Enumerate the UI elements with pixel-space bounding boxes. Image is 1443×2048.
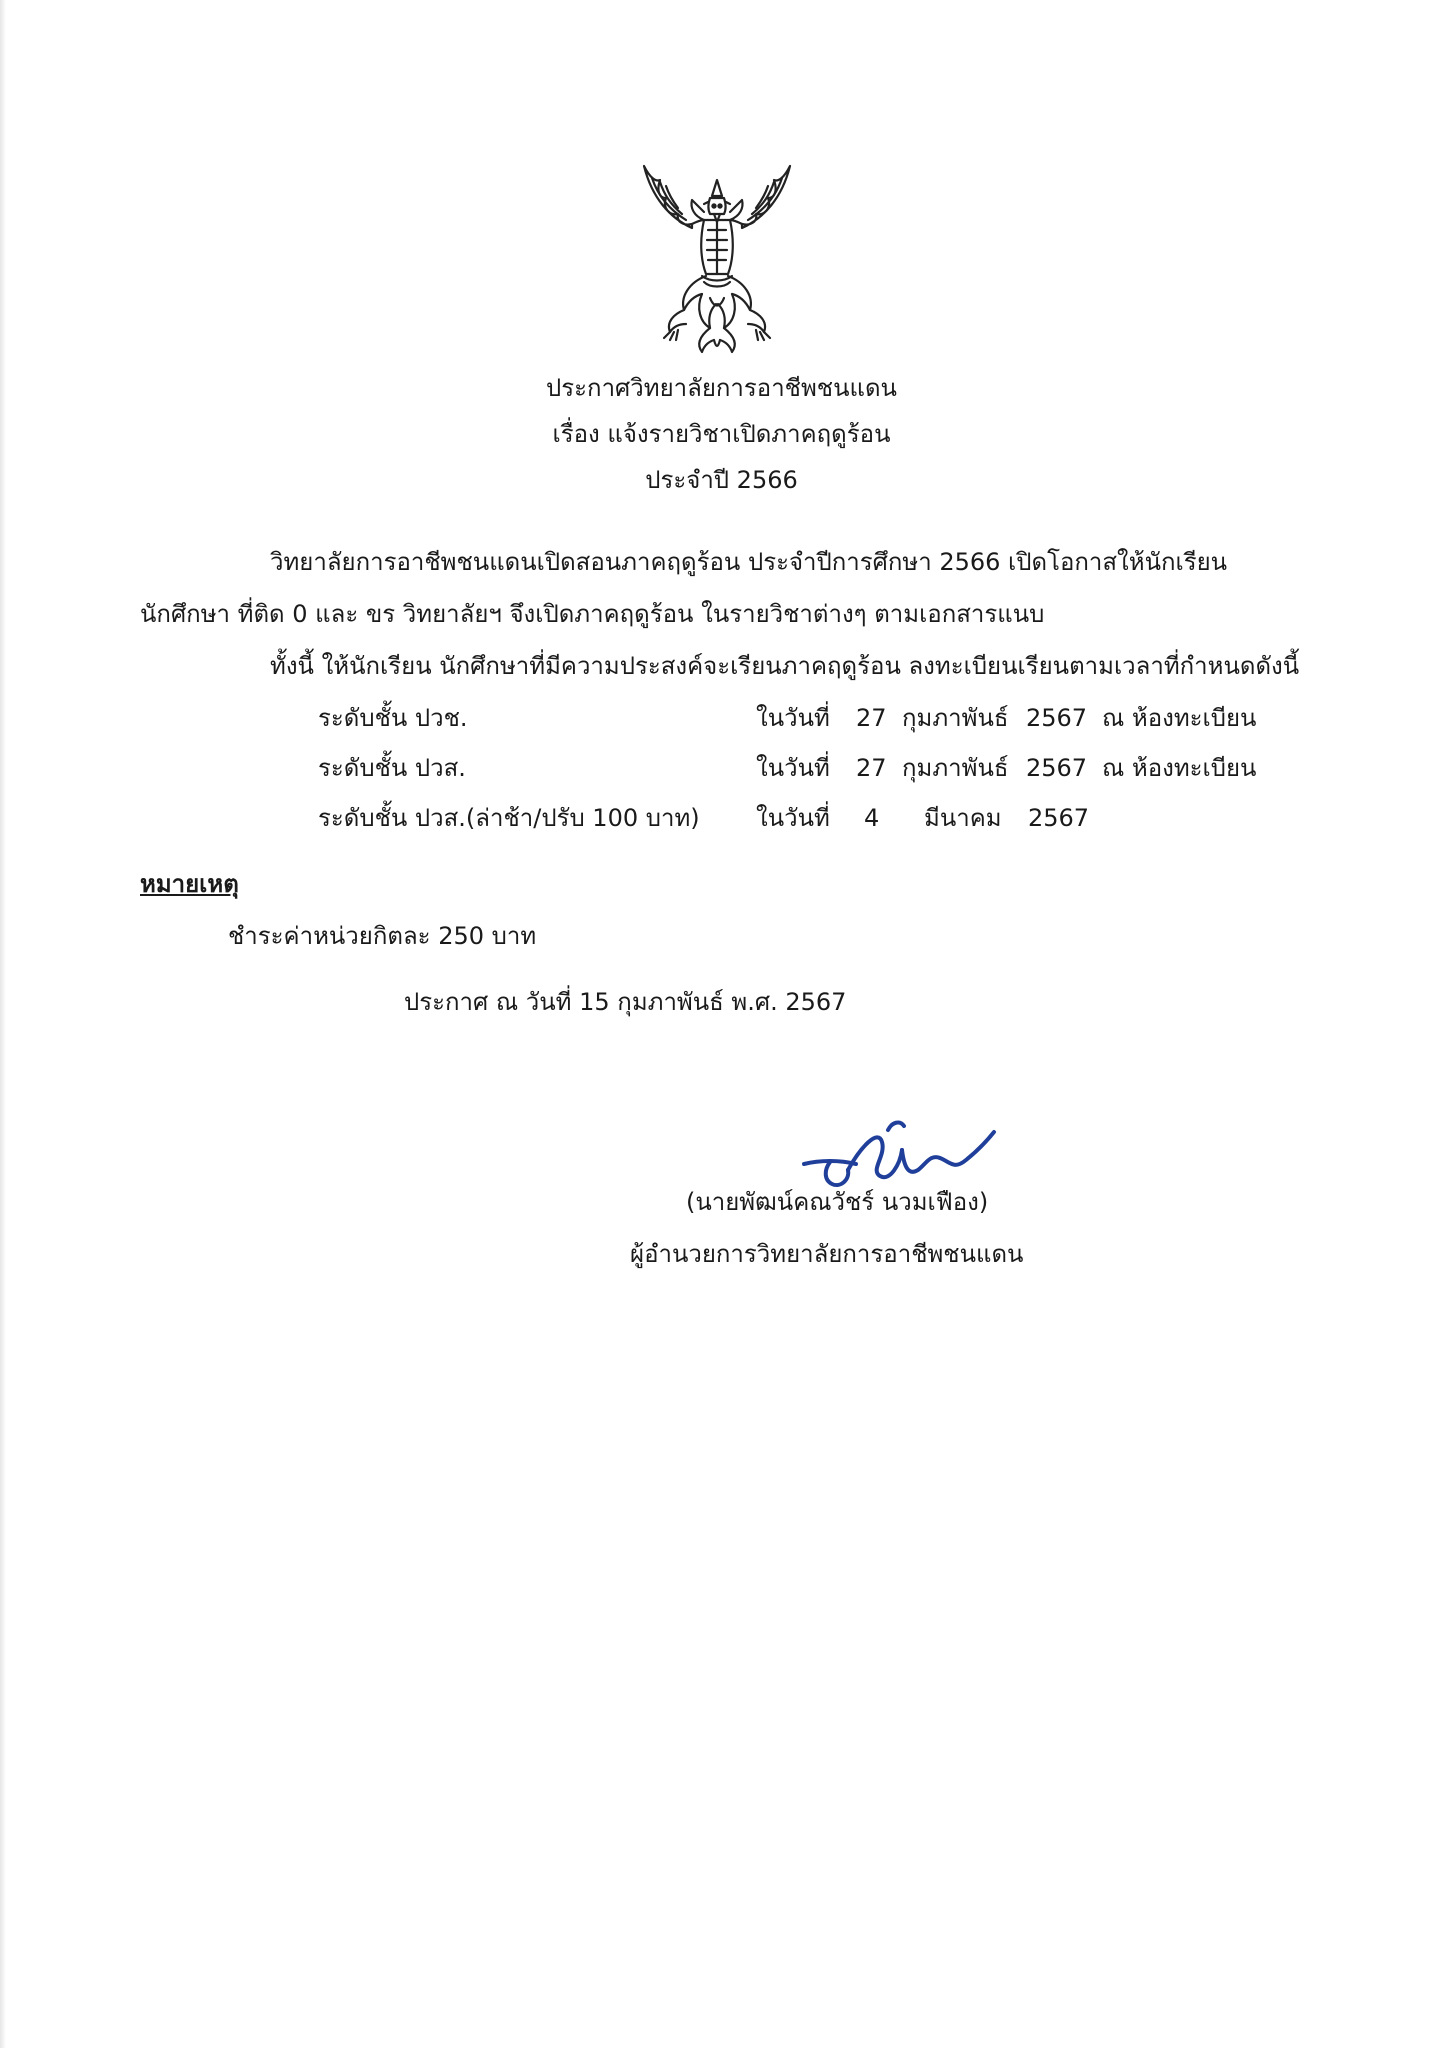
- schedule-on-label: ในวันที่: [756, 754, 830, 782]
- schedule-place: ณ ห้องทะเบียน: [1102, 754, 1257, 782]
- schedule-month: กุมภาพันธ์: [902, 704, 1009, 732]
- schedule-place: ณ ห้องทะเบียน: [1102, 704, 1257, 732]
- paragraph-1-line-1: วิทยาลัยการอาชีพชนแดนเปิดสอนภาคฤดูร้อน ประจำปีการศึกษา 2566 เปิดโอกาสให้นักเรียน: [270, 548, 1228, 576]
- schedule-level: ระดับชั้น ปวส.(ล่าช้า/ปรับ 100 บาท): [318, 804, 700, 832]
- announce-date: ประกาศ ณ วันที่ 15 กุมภาพันธ์ พ.ศ. 2567: [404, 988, 847, 1016]
- handwritten-signature: [790, 1108, 1000, 1198]
- announcement-subject: เรื่อง แจ้งรายวิชาเปิดภาคฤดูร้อน: [552, 420, 891, 448]
- schedule-on-label: ในวันที่: [756, 704, 830, 732]
- schedule-day: 4: [864, 804, 880, 832]
- announcement-year: ประจำปี 2566: [645, 466, 798, 494]
- schedule-year: 2567: [1026, 754, 1088, 782]
- schedule-year: 2567: [1028, 804, 1090, 832]
- schedule-on-label: ในวันที่: [756, 804, 830, 832]
- signatory-name: (นายพัฒน์คณวัชร์ นวมเฟือง): [686, 1188, 989, 1216]
- schedule-month: กุมภาพันธ์: [902, 754, 1009, 782]
- note-heading: หมายเหตุ: [140, 870, 239, 898]
- paragraph-1-line-2: นักศึกษา ที่ติด 0 และ ขร วิทยาลัยฯ จึงเปิดภาคฤดูร้อน ในรายวิชาต่างๆ ตามเอกสารแนบ: [140, 600, 1045, 628]
- schedule-month: มีนาคม: [924, 804, 1002, 832]
- announcement-title: ประกาศวิทยาลัยการอาชีพชนแดน: [546, 374, 897, 402]
- schedule-year: 2567: [1026, 704, 1088, 732]
- schedule-level: ระดับชั้น ปวช.: [318, 704, 468, 732]
- schedule-day: 27: [856, 704, 887, 732]
- page-edge-shadow: [0, 0, 6, 2048]
- garuda-emblem: [630, 158, 804, 358]
- schedule-day: 27: [856, 754, 887, 782]
- signatory-position: ผู้อำนวยการวิทยาลัยการอาชีพชนแดน: [630, 1240, 1024, 1268]
- paragraph-2: ทั้งนี้ ให้นักเรียน นักศึกษาที่มีความประสงค์จะเรียนภาคฤดูร้อน ลงทะเบียนเรียนตามเวลาที่กำหนดดังนี้: [270, 652, 1300, 680]
- note-text: ชำระค่าหน่วยกิตละ 250 บาท: [228, 922, 537, 950]
- schedule-level: ระดับชั้น ปวส.: [318, 754, 466, 782]
